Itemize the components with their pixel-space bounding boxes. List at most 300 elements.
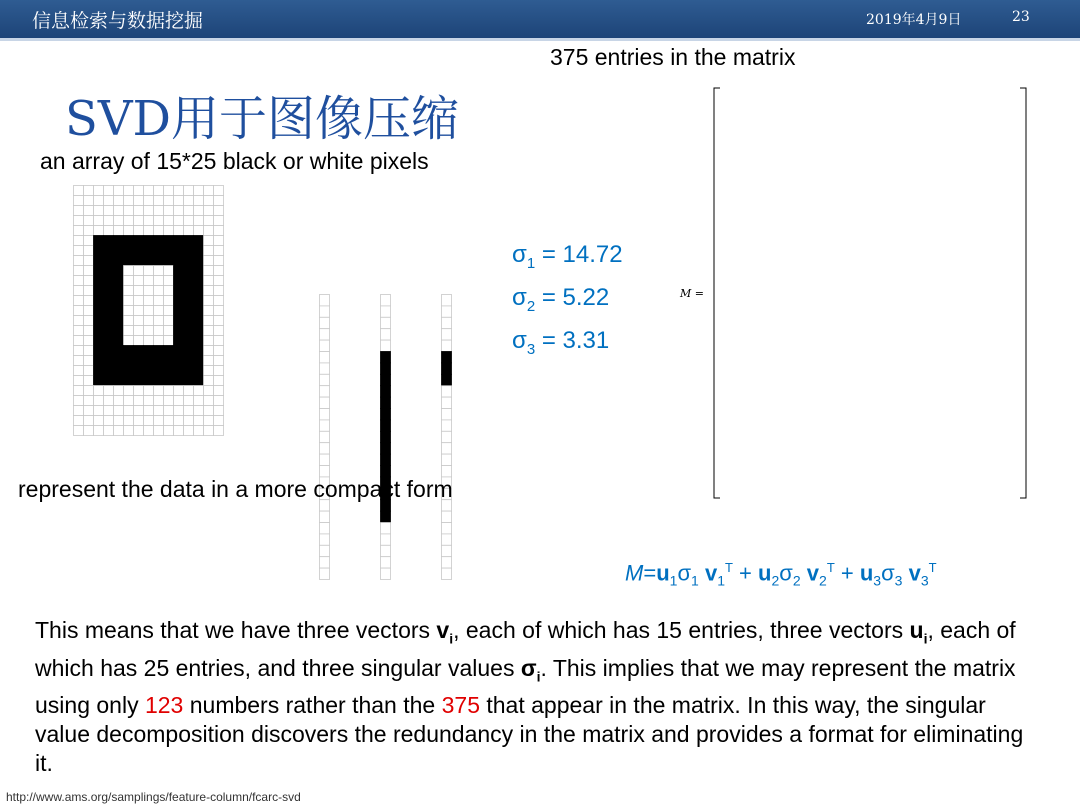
strip-cell	[442, 352, 452, 363]
white-pixel	[114, 416, 124, 426]
white-pixel	[214, 296, 224, 306]
white-pixel	[214, 196, 224, 206]
white-pixel	[164, 286, 174, 296]
white-pixel	[214, 376, 224, 386]
strip-cell	[442, 545, 452, 556]
white-pixel	[134, 226, 144, 236]
black-pixel	[184, 306, 194, 316]
black-pixel	[114, 346, 124, 356]
strip-cell	[442, 363, 452, 374]
white-pixel	[134, 386, 144, 396]
white-pixel	[204, 226, 214, 236]
strip-cell	[381, 295, 391, 306]
white-pixel	[204, 206, 214, 216]
strip-cell	[381, 340, 391, 351]
white-pixel	[164, 406, 174, 416]
white-pixel	[214, 426, 224, 436]
strip-cell	[442, 329, 452, 340]
white-pixel	[84, 236, 94, 246]
white-pixel	[74, 326, 84, 336]
white-pixel	[184, 406, 194, 416]
white-pixel	[214, 246, 224, 256]
white-pixel	[174, 196, 184, 206]
white-pixel	[104, 426, 114, 436]
black-pixel	[104, 256, 114, 266]
white-pixel	[84, 356, 94, 366]
strip-cell	[381, 317, 391, 328]
black-pixel	[104, 276, 114, 286]
black-pixel	[174, 336, 184, 346]
white-pixel	[124, 336, 134, 346]
white-pixel	[194, 416, 204, 426]
white-pixel	[154, 336, 164, 346]
white-pixel	[84, 276, 94, 286]
white-pixel	[84, 216, 94, 226]
black-pixel	[104, 356, 114, 366]
white-pixel	[104, 186, 114, 196]
black-pixel	[144, 246, 154, 256]
white-pixel	[74, 336, 84, 346]
white-pixel	[204, 266, 214, 276]
white-pixel	[134, 336, 144, 346]
white-pixel	[154, 426, 164, 436]
white-pixel	[184, 226, 194, 236]
black-pixel	[104, 236, 114, 246]
black-pixel	[124, 256, 134, 266]
strip-cell	[442, 397, 452, 408]
white-pixel	[74, 356, 84, 366]
white-pixel	[204, 376, 214, 386]
black-pixel	[164, 256, 174, 266]
white-pixel	[154, 216, 164, 226]
white-pixel	[104, 216, 114, 226]
black-pixel	[194, 296, 204, 306]
white-pixel	[124, 216, 134, 226]
white-pixel	[204, 216, 214, 226]
white-pixel	[164, 196, 174, 206]
white-pixel	[74, 286, 84, 296]
black-pixel	[114, 376, 124, 386]
black-pixel	[124, 236, 134, 246]
white-pixel	[104, 206, 114, 216]
black-pixel	[114, 326, 124, 336]
white-pixel	[134, 426, 144, 436]
compressed-count: 123	[144, 692, 184, 719]
white-pixel	[214, 236, 224, 246]
strip-cell	[442, 317, 452, 328]
white-pixel	[214, 346, 224, 356]
pixel-image-grid	[73, 185, 223, 470]
black-pixel	[94, 316, 104, 326]
white-pixel	[94, 186, 104, 196]
white-pixel	[74, 226, 84, 236]
singular-vector-strip-1	[319, 294, 330, 585]
white-pixel	[184, 386, 194, 396]
white-pixel	[134, 276, 144, 286]
white-pixel	[164, 316, 174, 326]
strip-cell	[320, 511, 330, 522]
white-pixel	[154, 286, 164, 296]
white-pixel	[214, 216, 224, 226]
strip-cell	[442, 386, 452, 397]
black-pixel	[184, 326, 194, 336]
black-pixel	[184, 346, 194, 356]
white-pixel	[74, 366, 84, 376]
black-pixel	[124, 356, 134, 366]
strip-cell	[320, 420, 330, 431]
black-pixel	[154, 256, 164, 266]
white-pixel	[164, 416, 174, 426]
white-pixel	[74, 276, 84, 286]
strip-cell	[320, 295, 330, 306]
white-pixel	[144, 276, 154, 286]
white-pixel	[84, 246, 94, 256]
black-pixel	[94, 376, 104, 386]
header-divider	[0, 38, 1080, 41]
white-pixel	[84, 336, 94, 346]
white-pixel	[134, 316, 144, 326]
white-pixel	[154, 416, 164, 426]
black-pixel	[134, 246, 144, 256]
white-pixel	[164, 386, 174, 396]
page-number: 23	[1012, 9, 1030, 25]
black-pixel	[154, 366, 164, 376]
black-pixel	[114, 356, 124, 366]
white-pixel	[134, 196, 144, 206]
white-pixel	[74, 386, 84, 396]
explanation-paragraph: This means that we have three vectors $v_i$, each of which has 15 entries, three vectors $u_i$, each of which has 25 entries, and three singular values $\sigma_i$. This implies that we may represent the matrix using only 123 numbers rather than the 375 that appear in the matrix. In this way, the singular value decomposition discovers the redundancy in the matrix and provides a format for eliminating it.	[35, 617, 1024, 777]
white-pixel	[144, 396, 154, 406]
black-pixel	[174, 266, 184, 276]
white-pixel	[154, 276, 164, 286]
black-pixel	[94, 346, 104, 356]
strip-cell	[442, 568, 452, 579]
white-pixel	[104, 386, 114, 396]
white-pixel	[204, 246, 214, 256]
white-pixel	[84, 416, 94, 426]
black-pixel	[174, 296, 184, 306]
white-pixel	[144, 406, 154, 416]
strip-cell	[381, 557, 391, 568]
white-pixel	[74, 246, 84, 256]
strip-cell	[442, 340, 452, 351]
white-pixel	[104, 196, 114, 206]
white-pixel	[84, 386, 94, 396]
white-pixel	[204, 346, 214, 356]
white-pixel	[194, 186, 204, 196]
white-pixel	[84, 366, 94, 376]
strip-cell	[442, 295, 452, 306]
white-pixel	[134, 296, 144, 306]
strip-cell	[381, 397, 391, 408]
white-pixel	[214, 416, 224, 426]
white-pixel	[134, 326, 144, 336]
strip-cell	[442, 511, 452, 522]
strip-cell	[381, 443, 391, 454]
white-pixel	[94, 396, 104, 406]
white-pixel	[74, 266, 84, 276]
white-pixel	[164, 296, 174, 306]
black-pixel	[134, 256, 144, 266]
white-pixel	[144, 386, 154, 396]
pixel-caption: an array of 15*25 black or white pixels	[40, 148, 429, 174]
black-pixel	[114, 366, 124, 376]
white-pixel	[204, 326, 214, 336]
black-pixel	[94, 276, 104, 286]
strip-cell	[381, 363, 391, 374]
white-pixel	[174, 386, 184, 396]
black-pixel	[104, 346, 114, 356]
black-pixel	[104, 246, 114, 256]
white-pixel	[144, 216, 154, 226]
black-pixel	[154, 236, 164, 246]
black-pixel	[104, 306, 114, 316]
white-pixel	[84, 406, 94, 416]
white-pixel	[214, 326, 224, 336]
white-pixel	[164, 306, 174, 316]
black-pixel	[94, 296, 104, 306]
strip-cell	[320, 443, 330, 454]
white-pixel	[74, 236, 84, 246]
black-pixel	[134, 366, 144, 376]
white-pixel	[134, 216, 144, 226]
strip-cell	[320, 523, 330, 534]
white-pixel	[114, 196, 124, 206]
white-pixel	[144, 336, 154, 346]
black-pixel	[174, 366, 184, 376]
black-pixel	[94, 366, 104, 376]
white-pixel	[204, 406, 214, 416]
black-pixel	[184, 246, 194, 256]
strip-cell	[320, 386, 330, 397]
black-pixel	[94, 256, 104, 266]
white-pixel	[164, 336, 174, 346]
black-pixel	[174, 326, 184, 336]
strip-cell	[320, 329, 330, 340]
white-pixel	[84, 296, 94, 306]
strip-cell	[320, 409, 330, 420]
white-pixel	[124, 296, 134, 306]
matrix-label: M =	[680, 287, 704, 300]
white-pixel	[214, 336, 224, 346]
white-pixel	[84, 286, 94, 296]
strip-cell	[381, 523, 391, 534]
white-pixel	[94, 406, 104, 416]
strip-cell	[381, 431, 391, 442]
white-pixel	[84, 196, 94, 206]
black-pixel	[154, 356, 164, 366]
black-pixel	[114, 276, 124, 286]
white-pixel	[214, 356, 224, 366]
white-pixel	[214, 226, 224, 236]
white-pixel	[134, 416, 144, 426]
white-pixel	[204, 336, 214, 346]
white-pixel	[84, 326, 94, 336]
black-pixel	[94, 306, 104, 316]
white-pixel	[74, 406, 84, 416]
singular-values-list	[512, 238, 623, 366]
white-pixel	[174, 216, 184, 226]
black-pixel	[154, 376, 164, 386]
source-url: http://www.ams.org/samplings/feature-column/fcarc-svd	[6, 790, 301, 804]
black-pixel	[144, 346, 154, 356]
black-pixel	[184, 296, 194, 306]
black-pixel	[194, 346, 204, 356]
strip-cell	[442, 420, 452, 431]
white-pixel	[124, 286, 134, 296]
white-pixel	[74, 216, 84, 226]
white-pixel	[154, 226, 164, 236]
white-pixel	[134, 186, 144, 196]
black-pixel	[104, 366, 114, 376]
white-pixel	[174, 396, 184, 406]
white-pixel	[164, 226, 174, 236]
white-pixel	[194, 226, 204, 236]
white-pixel	[184, 416, 194, 426]
pixel-image-svg	[73, 185, 225, 437]
white-pixel	[154, 196, 164, 206]
black-pixel	[184, 356, 194, 366]
strip-cell	[381, 352, 391, 363]
black-pixel	[144, 366, 154, 376]
white-pixel	[144, 226, 154, 236]
black-pixel	[124, 246, 134, 256]
white-pixel	[114, 406, 124, 416]
black-pixel	[154, 246, 164, 256]
black-pixel	[164, 366, 174, 376]
white-pixel	[74, 186, 84, 196]
black-pixel	[94, 236, 104, 246]
white-pixel	[154, 326, 164, 336]
white-pixel	[84, 306, 94, 316]
black-pixel	[114, 286, 124, 296]
white-pixel	[204, 316, 214, 326]
white-pixel	[134, 206, 144, 216]
strip-cell	[381, 420, 391, 431]
white-pixel	[124, 426, 134, 436]
black-pixel	[184, 376, 194, 386]
header-title: 信息检索与数据挖掘	[32, 10, 204, 32]
strip-cell	[381, 409, 391, 420]
white-pixel	[94, 416, 104, 426]
black-pixel	[114, 236, 124, 246]
black-pixel	[134, 376, 144, 386]
singular-value-1: $\sigma_1 = 14.72$	[512, 241, 623, 272]
black-pixel	[154, 346, 164, 356]
white-pixel	[184, 196, 194, 206]
black-pixel	[104, 286, 114, 296]
white-pixel	[154, 396, 164, 406]
white-pixel	[214, 266, 224, 276]
white-pixel	[174, 206, 184, 216]
white-pixel	[124, 386, 134, 396]
strip-cell	[442, 534, 452, 545]
white-pixel	[214, 316, 224, 326]
black-pixel	[134, 346, 144, 356]
white-pixel	[174, 226, 184, 236]
strip-cell	[381, 511, 391, 522]
white-pixel	[74, 296, 84, 306]
white-pixel	[204, 296, 214, 306]
black-pixel	[174, 236, 184, 246]
white-pixel	[204, 356, 214, 366]
black-pixel	[194, 306, 204, 316]
strip-cell	[320, 317, 330, 328]
white-pixel	[194, 386, 204, 396]
white-pixel	[104, 406, 114, 416]
black-pixel	[174, 346, 184, 356]
slide-title: SVD用于图像压缩	[65, 91, 460, 147]
black-pixel	[104, 376, 114, 386]
black-pixel	[144, 356, 154, 366]
white-pixel	[134, 306, 144, 316]
white-pixel	[74, 416, 84, 426]
black-pixel	[174, 256, 184, 266]
black-pixel	[104, 296, 114, 306]
white-pixel	[204, 286, 214, 296]
white-pixel	[154, 296, 164, 306]
white-pixel	[144, 306, 154, 316]
white-pixel	[214, 276, 224, 286]
black-pixel	[114, 266, 124, 276]
black-pixel	[134, 356, 144, 366]
black-pixel	[164, 246, 174, 256]
white-pixel	[124, 266, 134, 276]
white-pixel	[84, 426, 94, 436]
strip-cell	[381, 374, 391, 385]
strip-cell	[381, 454, 391, 465]
white-pixel	[164, 326, 174, 336]
white-pixel	[154, 266, 164, 276]
black-pixel	[174, 356, 184, 366]
white-pixel	[74, 306, 84, 316]
white-pixel	[214, 256, 224, 266]
strip-cell	[320, 534, 330, 545]
white-pixel	[124, 406, 134, 416]
white-pixel	[184, 186, 194, 196]
black-pixel	[194, 326, 204, 336]
white-pixel	[194, 396, 204, 406]
strip-cell	[442, 523, 452, 534]
strip-cell	[320, 374, 330, 385]
white-pixel	[124, 226, 134, 236]
white-pixel	[114, 396, 124, 406]
black-pixel	[164, 356, 174, 366]
strip-cell	[320, 545, 330, 556]
white-pixel	[124, 186, 134, 196]
black-pixel	[174, 306, 184, 316]
white-pixel	[204, 426, 214, 436]
white-pixel	[124, 396, 134, 406]
black-pixel	[144, 236, 154, 246]
strip-cell	[320, 568, 330, 579]
white-pixel	[84, 376, 94, 386]
white-pixel	[94, 216, 104, 226]
white-pixel	[134, 266, 144, 276]
white-pixel	[204, 396, 214, 406]
white-pixel	[194, 216, 204, 226]
black-pixel	[144, 376, 154, 386]
white-pixel	[204, 256, 214, 266]
strip-cell	[381, 545, 391, 556]
black-pixel	[184, 366, 194, 376]
white-pixel	[154, 186, 164, 196]
black-pixel	[94, 266, 104, 276]
black-pixel	[184, 316, 194, 326]
black-pixel	[164, 346, 174, 356]
white-pixel	[104, 416, 114, 426]
white-pixel	[124, 206, 134, 216]
